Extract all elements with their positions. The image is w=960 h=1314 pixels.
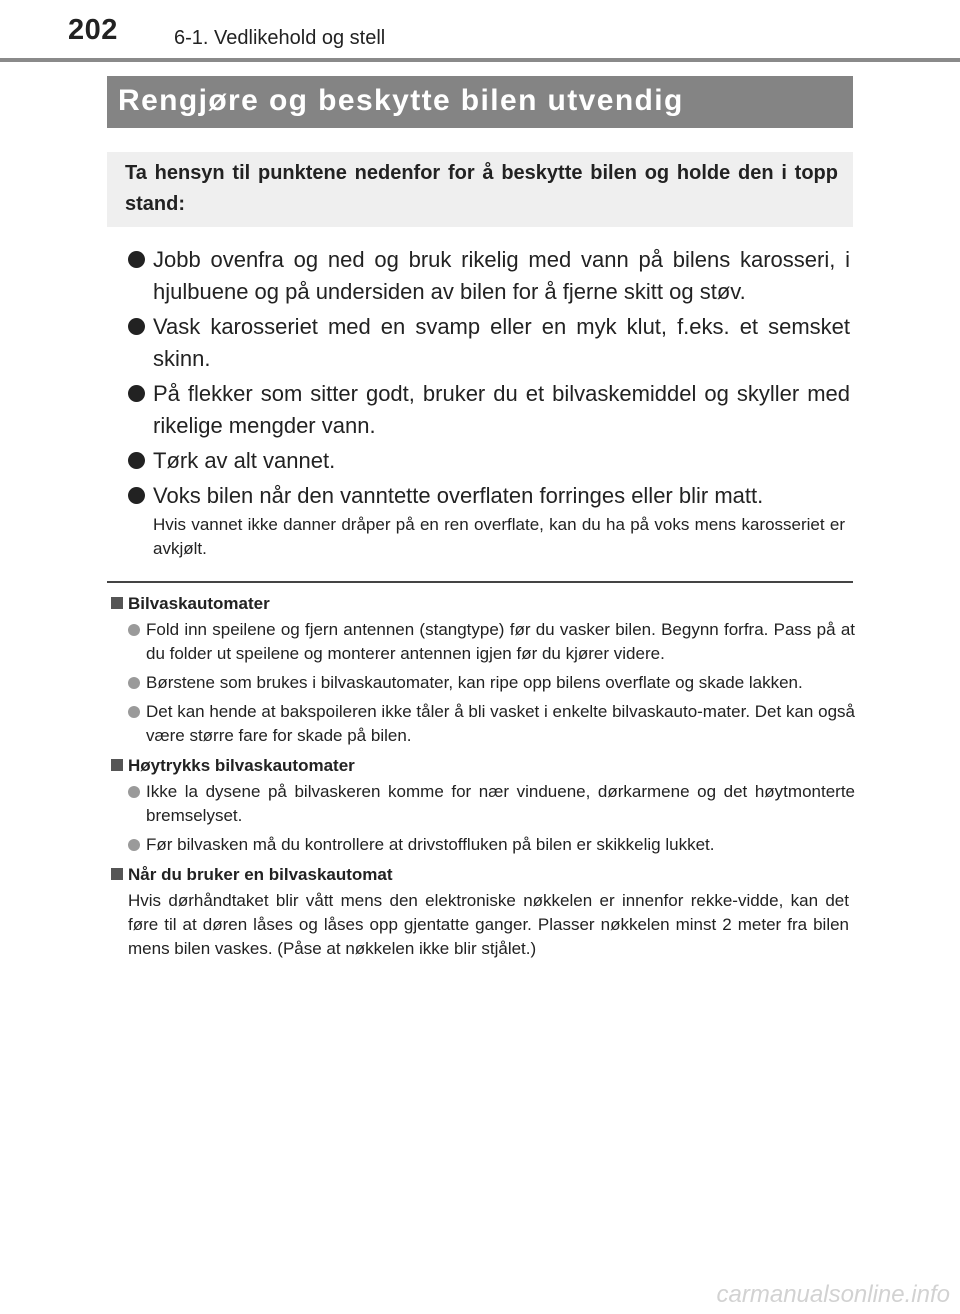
- sub-heading: [107, 863, 855, 886]
- header-divider: [0, 58, 960, 62]
- circle-bullet-icon: [128, 786, 140, 798]
- sub-list-item: [107, 780, 855, 828]
- square-bullet-icon: [111, 868, 123, 880]
- watermark: carmanualsonline.info: [716, 1281, 950, 1308]
- sub-item-text: Det kan hende at bakspoileren ikke tåler å bli vasket i enkelte bilvaskauto-mater. Det kan også være større fare for skade på bilen.: [146, 702, 855, 745]
- bullet-icon: [128, 452, 145, 469]
- list-item: [128, 244, 850, 308]
- list-item-text: Jobb ovenfra og ned og bruk rikelig med vann på bilens karosseri, i hjulbuene og på undersiden av bilen for å fjerne skitt og støv.: [153, 247, 850, 304]
- list-item-text: På flekker som sitter godt, bruker du et bilvaskemiddel og skyller med rikelige mengder vann.: [153, 381, 850, 438]
- list-item-text: Vask karosseriet med en svamp eller en myk klut, f.eks. et semsket skinn.: [153, 314, 850, 371]
- sub-heading-text: Bilvaskautomater: [128, 594, 270, 613]
- square-bullet-icon: [111, 759, 123, 771]
- circle-bullet-icon: [128, 706, 140, 718]
- sub-paragraph: Hvis dørhåndtaket blir vått mens den elektroniske nøkkelen er innenfor rekke-vidde, kan det føre til at døren låses og låses opp gjentatte ganger. Plasser nøkkelen minst 2 meter fra bilen mens bilen vaskes. (Påse at nøkkelen ikke blir stjålet.): [128, 891, 849, 958]
- main-list: [128, 244, 850, 515]
- list-item-text: Tørk av alt vannet.: [153, 448, 336, 473]
- sub-list: [107, 618, 855, 748]
- main-note: Hvis vannet ikke danner dråper på en ren overflate, kan du ha på voks mens karosseriet er avkjølt.: [153, 515, 845, 558]
- sub-heading: [107, 592, 855, 615]
- list-item: [128, 311, 850, 375]
- notes-section: [107, 592, 855, 961]
- sub-heading-text: Når du bruker en bilvaskautomat: [128, 865, 393, 884]
- sub-item-text: Børstene som brukes i bilvaskautomater, kan ripe opp bilens overflate og skade lakken.: [146, 673, 803, 692]
- intro-box: [107, 152, 853, 227]
- sub-list-item: [107, 700, 855, 748]
- sub-heading: [107, 754, 855, 777]
- page-number: 202: [68, 14, 118, 46]
- sub-item-text: Før bilvasken må du kontrollere at drivstoffluken på bilen er skikkelig lukket.: [146, 835, 715, 854]
- sub-list-item: [107, 833, 855, 857]
- circle-bullet-icon: [128, 839, 140, 851]
- sub-list-item: [107, 671, 855, 695]
- circle-bullet-icon: [128, 677, 140, 689]
- circle-bullet-icon: [128, 624, 140, 636]
- list-item: [128, 480, 850, 512]
- sub-item-text: Ikke la dysene på bilvaskeren komme for nær vinduene, dørkarmene og det høytmonterte bremselyset.: [146, 782, 855, 825]
- bullet-icon: [128, 385, 145, 402]
- intro-text: Ta hensyn til punktene nedenfor for å beskytte bilen og holde den i topp stand:: [125, 162, 838, 215]
- content-divider: [107, 581, 853, 583]
- sub-item-text: Fold inn speilene og fjern antennen (stangtype) før du vasker bilen. Begynn forfra. Pass på at du folder ut speilene og monterer antennen igjen før du kjører videre.: [146, 620, 855, 663]
- bullet-icon: [128, 251, 145, 268]
- list-item: [128, 378, 850, 442]
- bullet-icon: [128, 318, 145, 335]
- page-title: Rengjøre og beskytte bilen utvendig: [107, 76, 853, 128]
- sub-list-item: [107, 618, 855, 666]
- square-bullet-icon: [111, 597, 123, 609]
- section-label: 6-1. Vedlikehold og stell: [174, 27, 386, 49]
- sub-heading-text: Høytrykks bilvaskautomater: [128, 756, 355, 775]
- sub-list: [107, 780, 855, 857]
- bullet-icon: [128, 487, 145, 504]
- list-item-text: Voks bilen når den vanntette overflaten forringes eller blir matt.: [153, 483, 764, 508]
- list-item: [128, 445, 850, 477]
